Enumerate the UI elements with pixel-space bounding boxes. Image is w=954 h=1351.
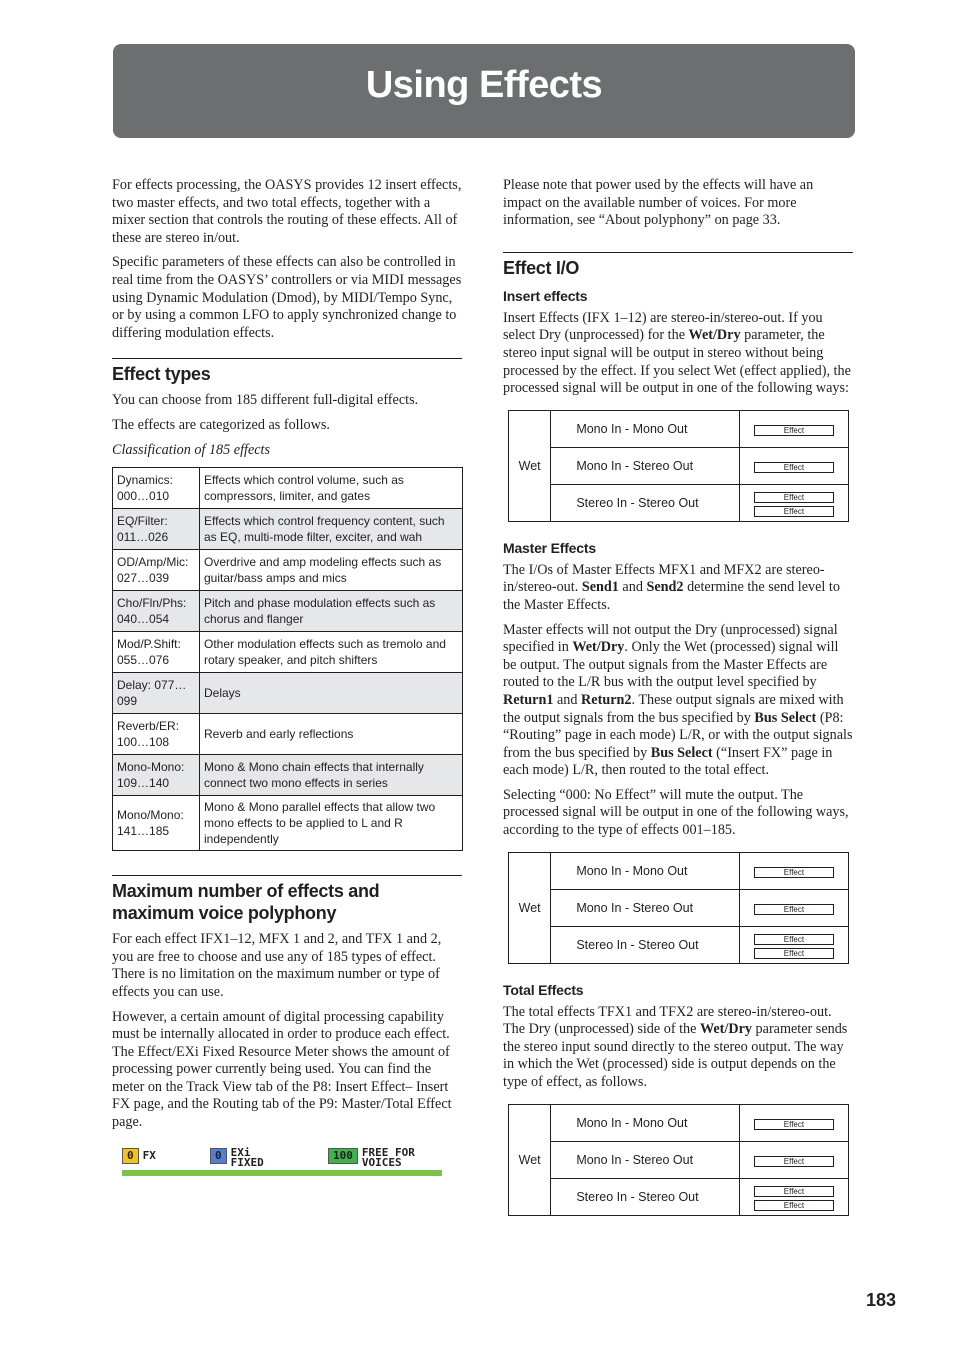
description-cell: Delays (200, 673, 463, 714)
meter-voices-label-1: FREE FOR (361, 1145, 415, 1159)
wet-cell: Wet (509, 852, 551, 963)
table-row (509, 926, 849, 963)
meter-exi (210, 1145, 264, 1169)
text-run: determine the send level to the Master Effects. (503, 579, 840, 613)
text-run: Master effects will not output the Dry (unprocessed) signal specified in (503, 621, 838, 656)
param-return2: Return2 (581, 691, 632, 708)
effect-block: Effect (754, 1200, 834, 1211)
meter-voices-label-2: VOICES (361, 1155, 402, 1169)
master-effects-paragraph-1 (503, 562, 853, 615)
wet-cell: Wet (509, 1104, 551, 1215)
table-row (113, 550, 463, 591)
param-send1: Send1 (581, 579, 619, 596)
left-column (112, 177, 462, 1178)
page-number: 183 (866, 1290, 897, 1310)
description-cell: Pitch and phase modulation effects such as chorus and flanger (200, 591, 463, 632)
text-run: Insert Effects (IFX 1–12) are stereo-in/stereo-out. If you select Dry (unprocessed) for the (503, 309, 823, 344)
param-return1: Return1 (503, 691, 554, 708)
io-label: Mono In - Mono Out (551, 1104, 740, 1141)
total-effects-paragraph (503, 1004, 853, 1092)
effect-block: Effect (754, 1186, 834, 1197)
meter-fx-value: 0 (122, 1148, 139, 1164)
param-bus-select: Bus Select (754, 709, 817, 726)
io-diagram (739, 889, 848, 926)
effect-block: Effect (754, 425, 834, 436)
meter-exi-value: 0 (210, 1148, 227, 1164)
table-row (113, 591, 463, 632)
table-row (509, 1178, 849, 1215)
io-label: Mono In - Stereo Out (551, 889, 740, 926)
meter-exi-label-1: EXi (230, 1145, 251, 1159)
text-run: . These output signals are mixed with the output signals from the bus specified by (503, 691, 844, 726)
param-wet-dry: Wet/Dry (688, 327, 741, 344)
io-label: Mono In - Mono Out (551, 852, 740, 889)
effect-block: Effect (754, 492, 834, 503)
io-diagram (739, 447, 848, 484)
param-wet-dry: Wet/Dry (572, 639, 625, 656)
table-row (509, 1141, 849, 1178)
meter-exi-label-2: FIXED (230, 1155, 264, 1169)
max-effects-section (112, 875, 462, 1178)
table-row (113, 714, 463, 755)
io-label: Mono In - Stereo Out (551, 447, 740, 484)
master-effects-heading: Master Effects (503, 539, 596, 556)
io-diagram (739, 926, 848, 963)
meter-exi-label (230, 1145, 264, 1169)
power-paragraph: Please note that power used by the effects will have an impact on the available number of voices. For more information, see “About polyphony” on page 33. (503, 177, 814, 229)
table-row (113, 632, 463, 673)
table-row (113, 755, 463, 796)
description-cell: Mono & Mono parallel effects that allow two mono effects to be applied to L and R independently (200, 796, 463, 851)
page-title: Using Effects (365, 64, 603, 106)
effect-types-paragraph-2: The effects are categorized as follows. (112, 416, 330, 433)
max-effects-paragraph-2: However, a certain amount of digital processing capability must be internally allocated in order to produce each effect. The Effect/EXi Fixed Resource Meter shows the amount of processing power currently being used. You can find the meter on the Track View tab of the P8: Insert Effect– Insert FX page, and the Routing tab of the P9: Master/Total Effect page. (112, 1008, 452, 1131)
effect-block: Effect (754, 934, 834, 945)
meter-voices-value: 100 (328, 1148, 358, 1164)
table-row (113, 673, 463, 714)
category-cell: Dynamics: 000…010 (113, 468, 200, 509)
text-run: and (618, 579, 647, 596)
meter-bar (122, 1170, 442, 1176)
max-effects-heading: Maximum number of effects and maximum voice polyphony (112, 881, 380, 924)
io-diagram (739, 852, 848, 889)
effect-block: Effect (754, 904, 834, 915)
wet-cell: Wet (509, 410, 551, 521)
description-cell: Mono & Mono chain effects that internally connect two mono effects in series (200, 755, 463, 796)
effect-types-heading: Effect types (112, 364, 211, 385)
table-row (113, 509, 463, 550)
description-cell: Effects which control volume, such as compressors, limiter, and gates (200, 468, 463, 509)
effect-io-heading: Effect I/O (503, 257, 580, 278)
description-cell: Effects which control frequency content, such as EQ, multi-mode filter, exciter, and wah (200, 509, 463, 550)
io-diagram (739, 484, 848, 521)
classification-caption: Classification of 185 effects (112, 441, 271, 458)
effect-io-section (503, 252, 853, 1216)
text-run: (P8: “Routing” page in each mode) L/R, or with the output signals from the bus specified by (503, 709, 853, 761)
master-effects-paragraph-2 (503, 622, 853, 780)
effect-block: Effect (754, 506, 834, 517)
master-io-table (508, 852, 849, 964)
meter-fx (122, 1148, 156, 1164)
table-row (509, 447, 849, 484)
io-label: Mono In - Mono Out (551, 410, 740, 447)
effect-types-paragraph-1: You can choose from 185 different full-digital effects. (112, 392, 419, 409)
param-wet-dry: Wet/Dry (699, 1021, 752, 1038)
category-cell: Reverb/ER: 100…108 (113, 714, 200, 755)
text-run: The I/Os of Master Effects MFX1 and MFX2 are stereo-in/stereo-out. (503, 561, 825, 596)
category-cell: Cho/Fln/Phs: 040…054 (113, 591, 200, 632)
io-diagram (739, 1141, 848, 1178)
right-column (503, 177, 853, 1234)
classification-table (112, 467, 463, 851)
text-run: (“Insert FX” page in each mode) L/R, then routed to the total effect. (503, 744, 833, 779)
text-run: parameter sends the stereo input sound directly to the stereo output. The way in which the Wet (processed) side is output depends on the type of effect, as follows. (503, 1021, 848, 1091)
insert-effects-heading: Insert effects (503, 287, 588, 304)
table-row (509, 852, 849, 889)
resource-meter (112, 1144, 442, 1178)
table-row (509, 889, 849, 926)
insert-effects-paragraph (503, 310, 853, 398)
category-cell: Mod/P.Shift: 055…076 (113, 632, 200, 673)
meter-voices-label (361, 1145, 415, 1169)
io-diagram (739, 410, 848, 447)
io-label: Stereo In - Stereo Out (551, 926, 740, 963)
table-row (509, 1104, 849, 1141)
master-effects-paragraph-3: Selecting “000: No Effect” will mute the output. The processed signal will be output in one of the following ways, according to the type of effects 001–185. (503, 786, 849, 839)
io-label: Stereo In - Stereo Out (551, 1178, 740, 1215)
description-cell: Reverb and early reflections (200, 714, 463, 755)
category-cell: Mono-Mono: 109…140 (113, 755, 200, 796)
table-row (113, 796, 463, 851)
effect-types-section (112, 358, 462, 851)
max-effects-paragraph-1: For each effect IFX1–12, MFX 1 and 2, and TFX 1 and 2, you are free to choose and use any of 185 types of effect. There is no limitation on the maximum number or type of effects you can use. (112, 931, 442, 1000)
table-row (509, 410, 849, 447)
table-row (509, 484, 849, 521)
meter-fx-label: FX (142, 1148, 156, 1162)
text-run: The total effects TFX1 and TFX2 are stereo-in/stereo-out. The Dry (unprocessed) side of the (503, 1003, 832, 1038)
title-banner (113, 44, 855, 138)
total-effects-heading: Total Effects (503, 981, 584, 998)
effect-block: Effect (754, 867, 834, 878)
param-bus-select: Bus Select (650, 744, 713, 761)
io-diagram (739, 1104, 848, 1141)
insert-io-table (508, 410, 849, 522)
param-send2: Send2 (646, 579, 684, 596)
description-cell: Overdrive and amp modeling effects such as guitar/bass amps and mics (200, 550, 463, 591)
effect-block: Effect (754, 462, 834, 473)
intro-paragraph-2: Specific parameters of these effects can also be controlled in real time from the OASYS’ controllers or via MIDI messages using Dynamic Modulation (Dmod), by MIDI/Tempo Sync, or by using a common LFO to apply synchronized change to differing modulation effects. (112, 254, 462, 341)
intro-paragraph-1: For effects processing, the OASYS provides 12 insert effects, two master effects, and two total effects, together with a mixer section that controls the routing of these effects. All of these are stereo in/out. (112, 177, 462, 246)
text-run: . Only the Wet (processed) signal will be output. The output signals from the Master Effects are routed to the L/R bus with the output level specified by (503, 639, 839, 691)
category-cell: OD/Amp/Mic: 027…039 (113, 550, 200, 591)
description-cell: Other modulation effects such as tremolo and rotary speaker, and pitch shifters (200, 632, 463, 673)
io-diagram (739, 1178, 848, 1215)
effect-block: Effect (754, 1119, 834, 1130)
text-run: and (553, 691, 582, 708)
effect-block: Effect (754, 1156, 834, 1167)
io-label: Mono In - Stereo Out (551, 1141, 740, 1178)
category-cell: Delay: 077…099 (113, 673, 200, 714)
table-row (113, 468, 463, 509)
text-run: parameter, the stereo input signal will be output in stereo without being processed by the effect. If you select Wet (effect applied), the processed signal will be output in one of the following ways: (503, 327, 851, 397)
category-cell: Mono/Mono: 141…185 (113, 796, 200, 851)
io-label: Stereo In - Stereo Out (551, 484, 740, 521)
total-io-table (508, 1104, 849, 1216)
meter-voices (328, 1145, 415, 1169)
effect-block: Effect (754, 948, 834, 959)
category-cell: EQ/Filter: 011…026 (113, 509, 200, 550)
